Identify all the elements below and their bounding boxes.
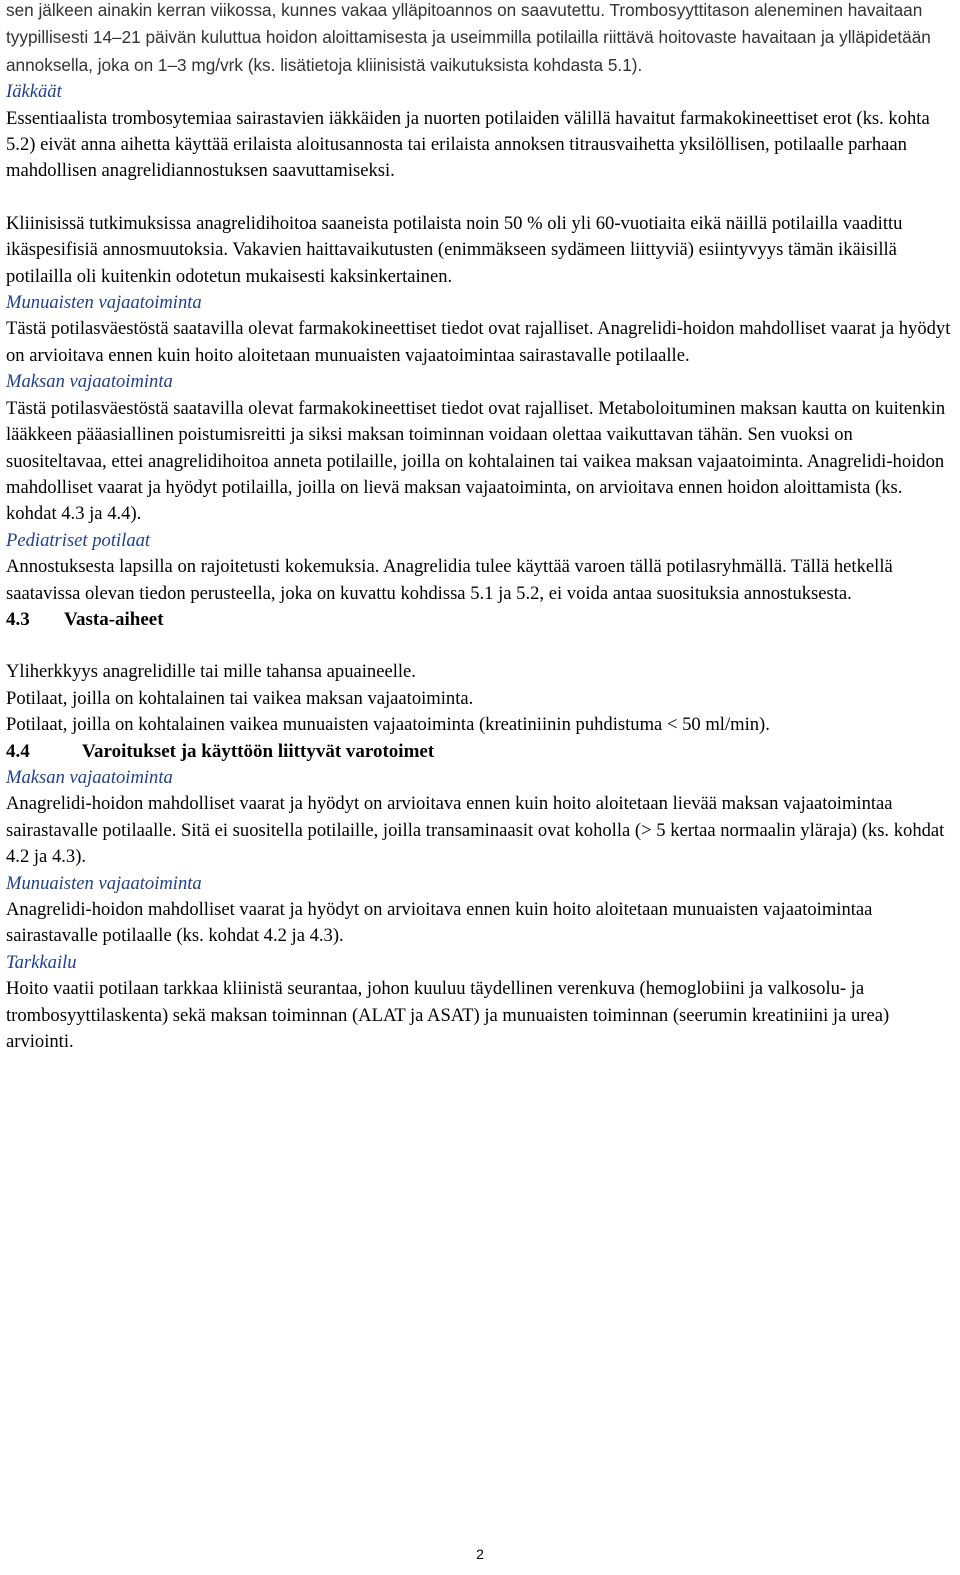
intro-text-sans-a: sen jälkeen ainakin kerran viikossa, kunnes vakaa ylläpitoannos on saavutettu. Trombosyyttitason aleneminen havaitaan tyypillisesti 14–21 päivän kuluttua hoidon aloittamisesta ja useimmilla potilailla riittävä hoitovaste havaitaan ja ylläpidetään annoksella, joka on 1–3 mg/vrk xyxy=(6,0,931,75)
elderly-paragraph-1: Essentiaalista trombosytemiaa sairastavien iäkkäiden ja nuorten potilaiden välillä havaitut farmakokineettiset erot (ks. kohta 5.2) eivät anna aihetta käyttää erilaista aloitusannosta tai erilaista annoksen titrausvaihetta yksilöllisen, potilaalle parhaan mahdollisen anagrelidiannostuksen saavuttamiseksi. xyxy=(6,107,930,182)
section-4-4-title: Varoitukset ja käyttöön liittyvät varotoimet xyxy=(82,740,435,762)
warnings-hepatic-paragraph: Anagrelidi-hoidon mahdolliset vaarat ja hyödyt on arvioitava ennen kuin hoito aloitetaan lievää maksan vajaatoimintaa sairastavalle potilaalle. Sitä ei suositella potilaille, joilla transaminaasit ovat koholla (> 5 kertaa normaalin yläraja) (ks. kohdat 4.2 ja 4.3). xyxy=(6,793,945,868)
monitoring-subheading: Tarkkailu xyxy=(6,951,77,973)
pediatric-paragraph: Annostuksesta lapsilla on rajoitetusti kokemuksia. Anagrelidia tulee käyttää varoen tällä potilasryhmällä. Tällä hetkellä saatavissa olevan tiedon perusteella, joka on kuvattu kohdissa 5.1 ja 5.2, ei voida antaa suosituksia annostuksesta. xyxy=(6,556,893,604)
warnings-hepatic-subheading: Maksan vajaatoiminta xyxy=(6,766,173,788)
page-number: 2 xyxy=(476,1546,484,1562)
section-4-3-title: Vasta-aiheet xyxy=(64,608,164,630)
warnings-renal-subheading: Munuaisten vajaatoiminta xyxy=(6,872,202,894)
warnings-renal-paragraph: Anagrelidi-hoidon mahdolliset vaarat ja hyödyt on arvioitava ennen kuin hoito aloitetaan munuaisten vajaatoimintaa sairastavalle potilaalle (ks. kohdat 4.2 ja 4.3). xyxy=(6,899,873,947)
renal-paragraph: Tästä potilasväestöstä saatavilla olevat farmakokineettiset tiedot ovat rajalliset. Anagrelidi-hoidon mahdolliset vaarat ja hyödyt on arvioitava ennen kuin hoito aloitetaan munuaisten vajaatoimintaa sairastavalle potilaalle. xyxy=(6,318,951,366)
contraindications-list xyxy=(6,659,956,738)
elderly-subheading: Iäkkäät xyxy=(6,81,62,103)
elderly-paragraph-2: Kliinisissä tutkimuksissa anagrelidihoitoa saaneista potilaista noin 50 % oli yli 60-vuotiaita eikä näillä potilailla vaadittu ikäspesifisiä annosmuutoksia. Vakavien haittavaikutusten (enimmäkseen sydämeen liittyviä) esiintyvyys tämän ikäisillä potilailla oli kuitenkin odotetun mukaisesti kaksinkertainen. xyxy=(6,212,903,287)
contraindication-line: Yliherkkyys anagrelidille tai mille tahansa apuaineelle. xyxy=(6,661,416,683)
section-4-3-number: 4.3 xyxy=(6,608,30,630)
contraindication-line: Potilaat, joilla on kohtalainen tai vaikea maksan vajaatoiminta. xyxy=(6,687,474,709)
monitoring-paragraph: Hoito vaatii potilaan tarkkaa kliinistä seurantaa, johon kuuluu täydellinen verenkuva (hemoglobiini ja valkosolu- ja trombosyyttilaskenta) sekä maksan toiminnan (ALAT ja ASAT) ja munuaisten toiminnan (seerumin kreatiniini ja urea) arviointi. xyxy=(6,978,890,1053)
section-4-3-heading xyxy=(6,607,956,633)
section-4-4-heading xyxy=(6,739,956,765)
pediatric-subheading: Pediatriset potilaat xyxy=(6,529,151,551)
hepatic-paragraph: Tästä potilasväestöstä saatavilla olevat farmakokineettiset tiedot ovat rajalliset. Metaboloituminen maksan kautta on kuitenkin lääkkeen pääasiallinen poistumisreitti ja siksi maksan toiminnan voidaan olettaa vaikuttavan tähän. Sen vuoksi on suositeltavaa, ettei anagrelidihoitoa anneta potilaille, joilla on kohtalainen tai vaikea maksan vajaatoiminta. Anagrelidi-hoidon mahdolliset vaarat ja hyödyt potilailla, joilla on lievä maksan vajaatoiminta, on arvioitava ennen hoidon aloittamista (ks. kohdat 4.3 ja 4.4). xyxy=(6,397,946,525)
hepatic-subheading: Maksan vajaatoiminta xyxy=(6,371,173,393)
renal-subheading: Munuaisten vajaatoiminta xyxy=(6,292,202,314)
intro-text-sans-b: (ks. lisätietoja kliinisistä vaikutuksista kohdasta 5.1). xyxy=(242,54,643,75)
document-page xyxy=(6,0,956,1055)
section-4-4-number: 4.4 xyxy=(6,740,30,762)
contraindication-line: Potilaat, joilla on kohtalainen vaikea munuaisten vajaatoiminta (kreatiniinin puhdistuma < 50 ml/min). xyxy=(6,714,770,736)
intro-paragraph xyxy=(6,0,956,79)
